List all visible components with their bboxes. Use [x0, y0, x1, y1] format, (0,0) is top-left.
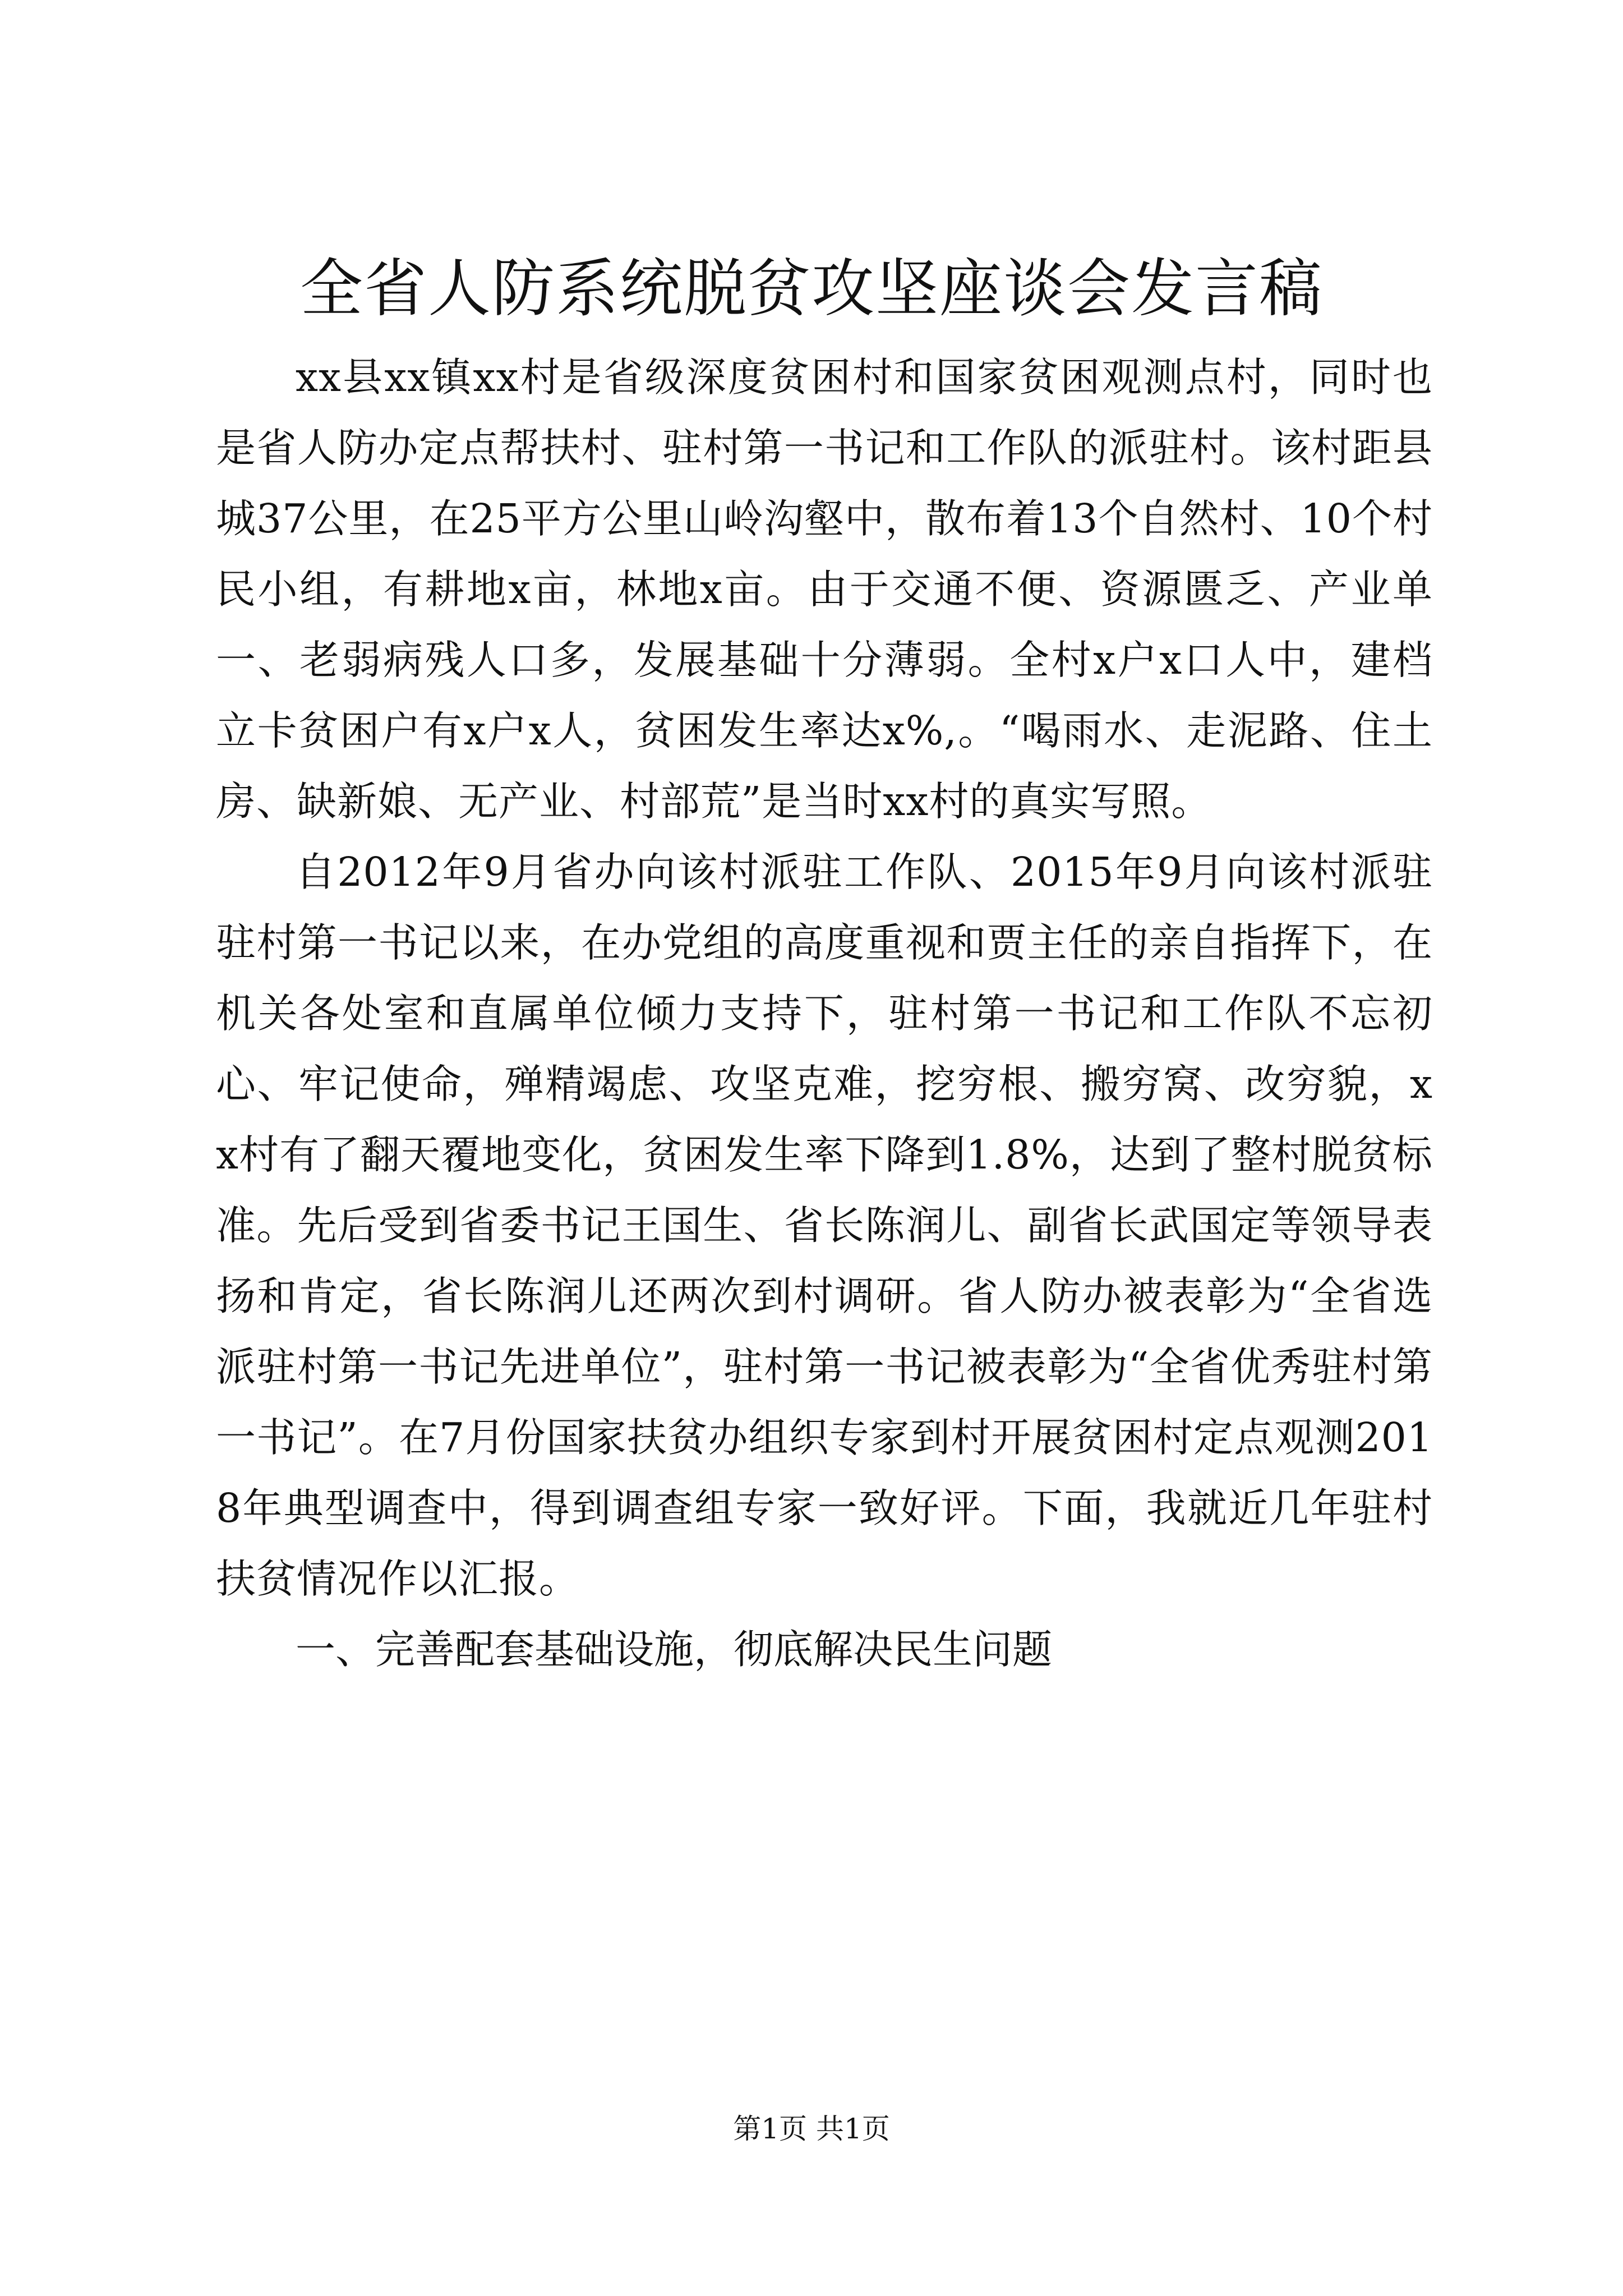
- document-body: [216, 342, 1433, 1685]
- page-footer: 第1页 共1页: [733, 2113, 890, 2145]
- section-heading-1: 一、完善配套基础设施，彻底解决民生问题: [296, 1626, 1053, 1673]
- paragraph-intro: xx县xx镇xx村是省级深度贫困村和国家贫困观测点村，同时也是省人防办定点帮扶村、驻村第一书记和工作队的派驻村。该村距县城37公里，在25平方公里山岭沟壑中，散布着13个自然村、10个村民小组，有耕地x亩，林地x亩。由于交通不便、资源匮乏、产业单一、老弱病残人口多，发展基础十分薄弱。全村x户x口人中，建档立卡贫困户有x户x人，贫困发生率达x%,。“喝雨水、走泥路、住土房、缺新娘、无产业、村部荒”是当时xx村的真实写照。: [216, 354, 1433, 825]
- paragraph-achievements: 自2012年9月省办向该村派驻工作队、2015年9月向该村派驻驻村第一书记以来，在办党组的高度重视和贾主任的亲自指挥下，在机关各处室和直属单位倾力支持下，驻村第一书记和工作队不忘初心、牢记使命，殚精竭虑、攻坚克难，挖穷根、搬穷窝、改穷貌，xx村有了翻天覆地变化，贫困发生率下降到1.8%，达到了整村脱贫标准。先后受到省委书记王国生、省长陈润儿、副省长武国定等领导表扬和肯定，省长陈润儿还两次到村调研。省人防办被表彰为“全省选派驻村第一书记先进单位”，驻村第一书记被表彰为“全省优秀驻村第一书记”。在7月份国家扶贫办组织专家到村开展贫困村定点观测2018年典型调查中，得到调查组专家一致好评。下面，我就近几年驻村扶贫情况作以汇报。: [216, 849, 1433, 1602]
- document-title: 全省人防系统脱贫攻坚座谈会发言稿: [300, 252, 1323, 325]
